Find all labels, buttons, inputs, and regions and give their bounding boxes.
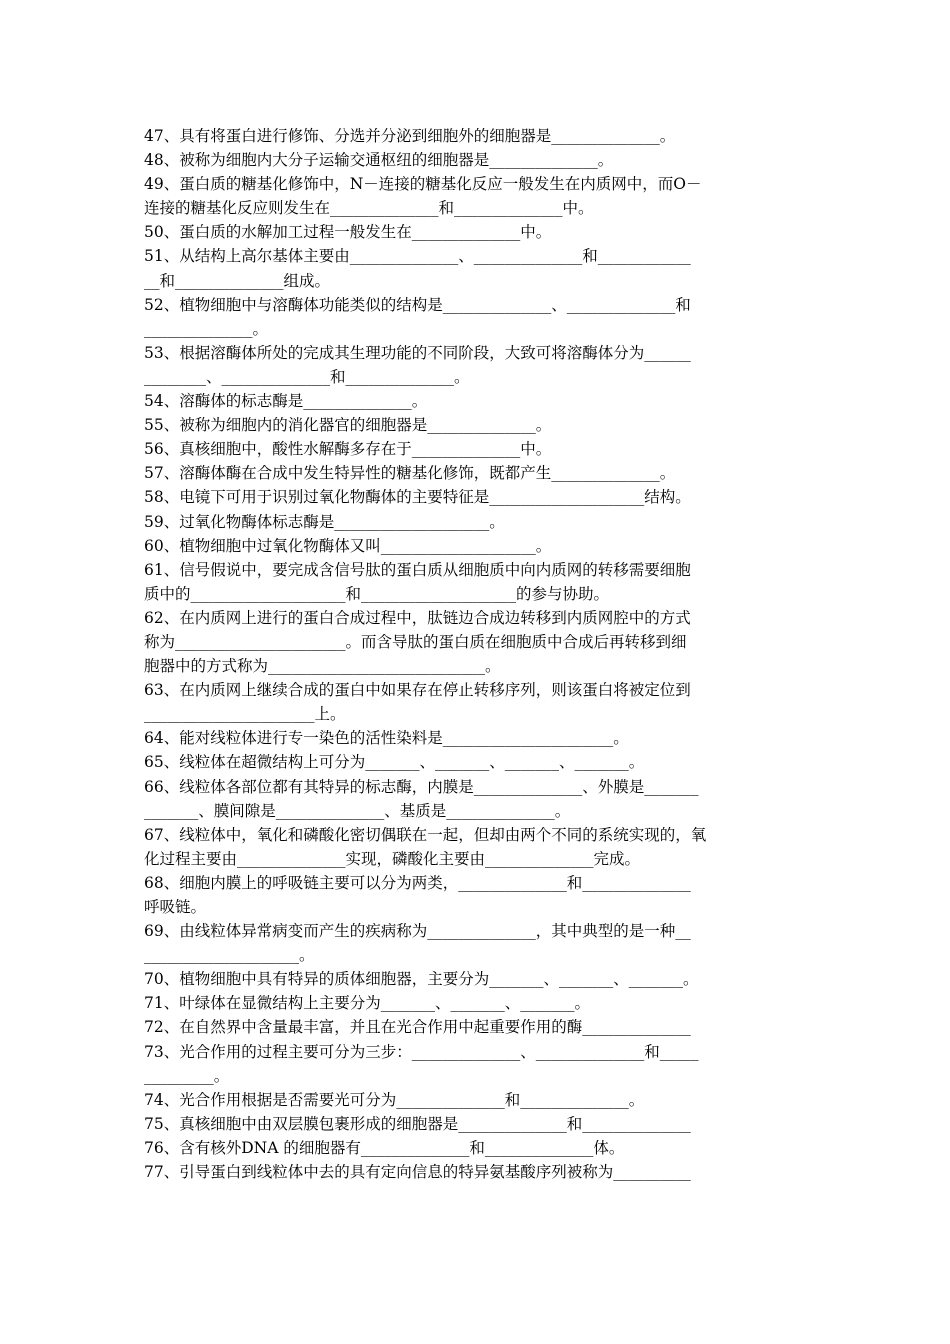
text-line: 64、能对线粒体进行专一染色的活性染料是______________________。 [144, 729, 629, 748]
text-line: 55、被称为细胞内的消化器官的细胞器是______________。 [144, 416, 552, 435]
text-line: 73、光合作用的过程主要可分为三步：______________、______________和_____ [144, 1042, 699, 1061]
text-line: __和______________组成。 [144, 271, 331, 290]
text-line: ____________________。 [144, 946, 315, 965]
text-line: 连接的糖基化反应则发生在______________和______________中。 [144, 199, 594, 218]
text-line: 57、溶酶体酶在合成中发生特异性的糖基化修饰，既都产生______________。 [144, 464, 676, 483]
text-line: _________。 [144, 1066, 230, 1085]
text-line: 70、植物细胞中具有特异的质体细胞器，主要分为_______、_______、_______。 [144, 970, 699, 989]
text-line: ________、______________和______________。 [144, 367, 470, 386]
text-line: 54、溶酶体的标志酶是______________。 [144, 392, 428, 411]
text-line: 53、根据溶酶体所处的完成其生理功能的不同阶段，大致可将溶酶体分为______ [144, 343, 691, 362]
text-line: 65、线粒体在超微结构上可分为_______、_______、_______、_______。 [144, 753, 645, 772]
text-line: 76、含有核外DNA 的细胞器有______________和______________体。 [144, 1138, 625, 1157]
text-line: 71、叶绿体在显微结构上主要分为_______、_______、_______。 [144, 994, 590, 1013]
text-line: 61、信号假说中，要完成含信号肽的蛋白质从细胞质中向内质网的转移需要细胞 [144, 560, 691, 579]
text-line: 47、具有将蛋白进行修饰、分选并分泌到细胞外的细胞器是______________。 [144, 127, 676, 145]
text-line: 50、蛋白质的水解加工过程一般发生在______________中。 [144, 223, 552, 242]
text-line: 69、由线粒体异常病变而产生的疾病称为______________，其中典型的是一种__ [144, 922, 691, 941]
text-line: 63、在内质网上继续合成的蛋白中如果存在停止转移序列，则该蛋白将被定位到 [144, 681, 691, 700]
text-line: 化过程主要由______________实现，磷酸化主要由______________完成。 [144, 849, 641, 868]
text-line: 质中的____________________和____________________的参与协助。 [144, 584, 610, 603]
text-line: 72、在自然界中含量最丰富，并且在光合作用中起重要作用的酶______________ [144, 1018, 691, 1037]
text-line: 呼吸链。 [144, 898, 207, 916]
text-line: 58、电镜下可用于识别过氧化物酶体的主要特征是____________________结构。 [144, 488, 691, 507]
text-line: 胞器中的方式称为____________________________。 [144, 657, 501, 676]
text-line: _______、膜间隙是______________、基质是______________。 [144, 801, 571, 820]
text-line: 60、植物细胞中过氧化物酶体又叫____________________。 [144, 536, 552, 555]
text-line: 77、引导蛋白到线粒体中去的具有定向信息的特异氨基酸序列被称为__________ [144, 1163, 691, 1182]
text-line: 75、真核细胞中由双层膜包裹形成的细胞器是______________和______________ [144, 1114, 691, 1133]
text-line: 48、被称为细胞内大分子运输交通枢纽的细胞器是______________。 [144, 151, 614, 170]
text-line: 52、植物细胞中与溶酶体功能类似的结构是______________、______________和 [144, 295, 691, 314]
text-line: 称为______________________。而含导肽的蛋白质在细胞质中合成后再转移到细 [144, 632, 687, 651]
question-list [144, 124, 808, 1184]
text-line: 74、光合作用根据是否需要光可分为______________和______________。 [144, 1090, 645, 1109]
text-line: ______________________上。 [144, 705, 346, 724]
text-line: ______________。 [144, 319, 269, 338]
text-line: 66、线粒体各部位都有其特异的标志酶，内膜是______________、外膜是_______ [144, 777, 699, 796]
text-line: 67、线粒体中，氧化和磷酸化密切偶联在一起，但却由两个不同的系统实现的，氧 [144, 825, 707, 844]
text-line: 56、真核细胞中，酸性水解酶多存在于______________中。 [144, 440, 552, 459]
text-line: 62、在内质网上进行的蛋白合成过程中，肽链边合成边转移到内质网腔中的方式 [144, 608, 691, 627]
text-line: 49、蛋白质的糖基化修饰中，N－连接的糖基化反应一般发生在内质网中，而O－ [144, 175, 702, 194]
text-line: 68、细胞内膜上的呼吸链主要可以分为两类，______________和______________ [144, 873, 691, 892]
text-line: 51、从结构上高尔基体主要由______________、______________和____________ [144, 247, 691, 266]
text-line: 59、过氧化物酶体标志酶是____________________。 [144, 512, 505, 531]
